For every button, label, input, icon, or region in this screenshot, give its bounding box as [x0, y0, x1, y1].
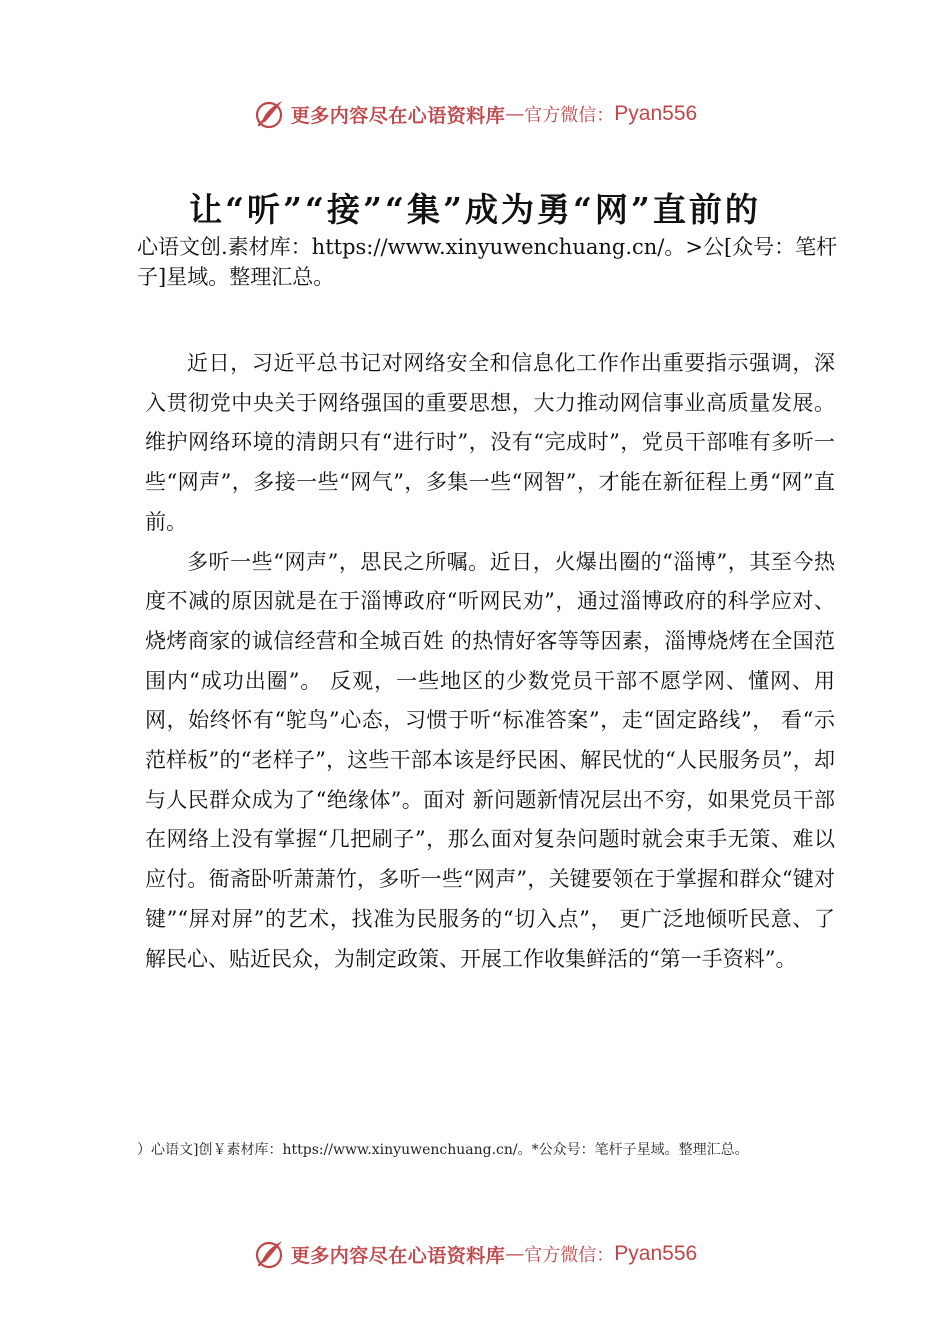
- banner-wechat-id: Pyan556: [614, 1242, 698, 1265]
- brush-pen-logo-icon: [253, 97, 287, 131]
- footer-banner: [0, 1234, 950, 1274]
- header-banner: [0, 94, 950, 134]
- document-body: [145, 344, 835, 979]
- banner-wechat-label: 官方微信：: [524, 105, 615, 126]
- footnote: ）心语文]创￥素材库：https://www.xinyuwenchuang.cn/。*公众号：笔杆子星域。整理汇总。: [137, 1142, 749, 1158]
- banner-dash: —: [505, 103, 525, 125]
- document-title: 让“听”“接”“集”成为勇“网”直前的: [189, 190, 761, 229]
- paragraph-2: 多听一些“网声”，思民之所嘱。近日，火爆出圈的“淄博”，其至今热度不减的原因就是在于淄博政府“听网民劝”，通过淄博政府的科学应对、烧烤商家的诚信经营和全城百姓 的热情好客等等因素，淄博烧烤在全国范围内“成功出圈”。 反观，一些地区的少数党员干部不愿学网、懂网、用网，始终怀有“鸵鸟”心态，习惯于听“标准答案”，走“固定路线”， 看“示范样板”的“老样子”，这些干部本该是纾民困、解民忧的“人民服务员”，却与人民群众成为了“绝缘体”。面对 新问题新情况层出不穷，如果党员干部在网络上没有掌握“几把刷子”，那么面对复杂问题时就会束手无策、难以应付。衙斋卧听萧萧竹，多听一些“网声”，关键要领在于掌握和群众“键对键”“屏对屏”的艺术，找准为民服务的“切入点”， 更广泛地倾听民意、了解民心、贴近民众，为制定政策、开展工作收集鲜活的“第一手资料”。: [145, 549, 835, 971]
- banner-dash: —: [505, 1243, 525, 1265]
- brush-pen-logo-icon: [253, 1237, 287, 1271]
- source-line: 心语文创.素材库：https://www.xinyuwenchuang.cn/。>公[众号：笔杆子]星域。整理汇总。: [137, 235, 838, 289]
- banner-text: 更多内容尽在心语资料库: [290, 1244, 506, 1267]
- banner-wechat-label: 官方微信：: [524, 1245, 615, 1266]
- paragraph-1: 近日，习近平总书记对网络安全和信息化工作作出重要指示强调，深入贯彻党中央关于网络强国的重要思想，大力推动网信事业高质量发展。维护网络环境的清朗只有“进行时”，没有“完成时”，党员干部唯有多听一些“网声”，多接一些“网气”，多集一些“网智”，才能在新征程上勇“网”直前。: [145, 351, 835, 534]
- banner-wechat-id: Pyan556: [614, 102, 698, 125]
- banner-text: 更多内容尽在心语资料库: [290, 104, 506, 127]
